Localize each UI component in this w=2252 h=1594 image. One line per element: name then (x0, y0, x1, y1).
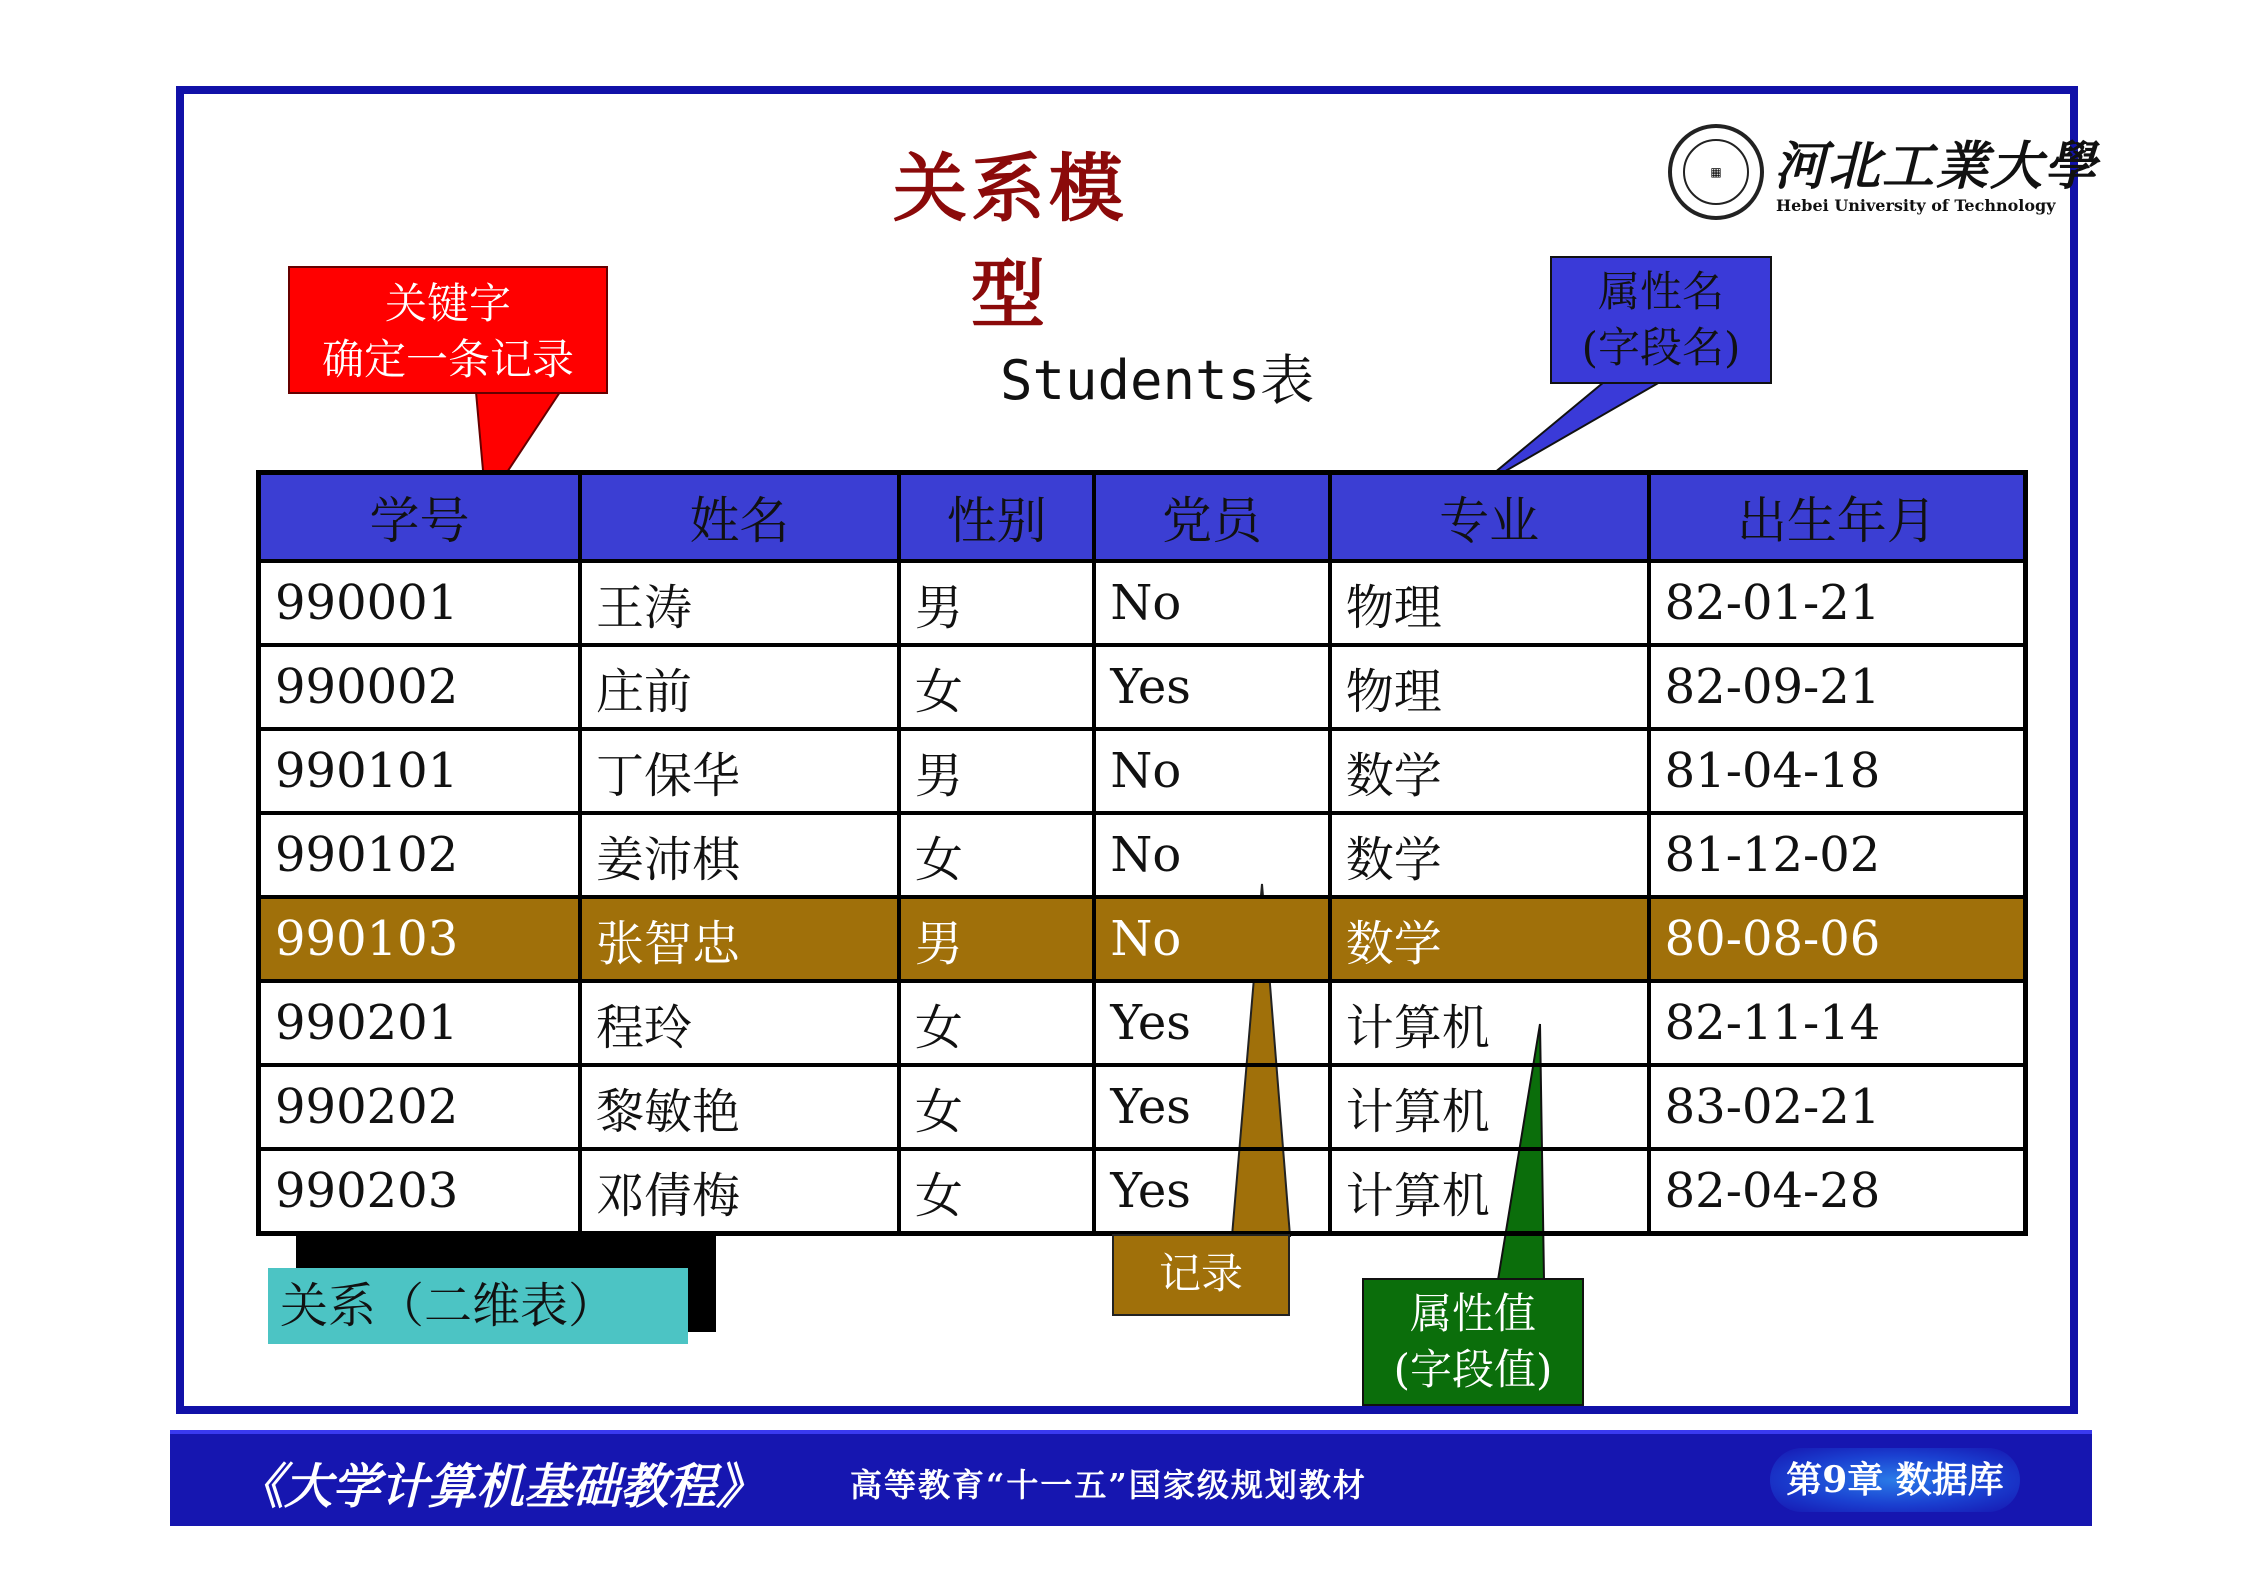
table-cell: 丁保华 (580, 729, 899, 813)
table-cell: 82-04-28 (1649, 1149, 2026, 1234)
table-row (259, 561, 2026, 645)
footer-banner (170, 1430, 2092, 1526)
attr-name-callout (1550, 256, 1772, 384)
table-cell: 990202 (259, 1065, 580, 1149)
table-cell: 82-09-21 (1649, 645, 2026, 729)
record-callout: 记录 (1112, 1234, 1290, 1316)
table-cell: 990101 (259, 729, 580, 813)
logo-name-en: Hebei University of Technology (1776, 196, 2056, 215)
table-cell: 邓倩梅 (580, 1149, 899, 1234)
table-cell: 80-08-06 (1649, 897, 2026, 981)
table-cell: No (1094, 813, 1329, 897)
column-header: 出生年月 (1649, 473, 2026, 562)
table-cell: 83-02-21 (1649, 1065, 2026, 1149)
table-cell: 程玲 (580, 981, 899, 1065)
table-cell: 990103 (259, 897, 580, 981)
table-cell: 81-04-18 (1649, 729, 2026, 813)
table-cell: 82-11-14 (1649, 981, 2026, 1065)
table-cell: 女 (899, 813, 1094, 897)
table-cell: 女 (899, 1065, 1094, 1149)
table-cell: 女 (899, 981, 1094, 1065)
column-header: 性别 (899, 473, 1094, 562)
attr-name-callout-line-2: (字段名) (1581, 323, 1741, 372)
column-header: 专业 (1330, 473, 1649, 562)
table-row (259, 1149, 2026, 1234)
table-cell: Yes (1094, 645, 1329, 729)
column-header: 姓名 (580, 473, 899, 562)
key-callout-line-1: 关键字 (384, 279, 511, 328)
table-row (259, 813, 2026, 897)
table-cell: 数学 (1330, 729, 1649, 813)
table-cell: 990102 (259, 813, 580, 897)
table-header-row (259, 473, 2026, 562)
slide-title: 关系模型 (893, 146, 1127, 338)
table-caption: Students表 (1000, 349, 1315, 412)
table-cell: 男 (899, 561, 1094, 645)
table-cell: 81-12-02 (1649, 813, 2026, 897)
table-row (259, 981, 2026, 1065)
attr-value-callout (1362, 1278, 1584, 1406)
table-cell: 女 (899, 645, 1094, 729)
table-cell: 计算机 (1330, 1065, 1649, 1149)
table-cell: 990201 (259, 981, 580, 1065)
table-cell: 黎敏艳 (580, 1065, 899, 1149)
table-cell: 计算机 (1330, 981, 1649, 1065)
table-cell: Yes (1094, 1065, 1329, 1149)
table-cell: 庄前 (580, 645, 899, 729)
table-cell: No (1094, 561, 1329, 645)
footer-book-title: 《大学计算机基础教程》 (236, 1459, 765, 1515)
table-cell: 男 (899, 729, 1094, 813)
key-callout-line-2: 确定一条记录 (321, 335, 574, 384)
table-cell: 物理 (1330, 645, 1649, 729)
students-table (256, 470, 2028, 1236)
table-cell: 数学 (1330, 897, 1649, 981)
logo-name-cn: 河北工業大學 (1774, 136, 2099, 197)
table-cell: 王涛 (580, 561, 899, 645)
table-cell: 张智忠 (580, 897, 899, 981)
table-cell: 女 (899, 1149, 1094, 1234)
footer-chapter: 第9章 数据库 (1770, 1448, 2020, 1512)
table-cell: 82-01-21 (1649, 561, 2026, 645)
table-cell: 姜沛棋 (580, 813, 899, 897)
column-header: 党员 (1094, 473, 1329, 562)
relation-label: 关系（二维表） (268, 1268, 688, 1344)
table-cell: 计算机 (1330, 1149, 1649, 1234)
table-cell: Yes (1094, 981, 1329, 1065)
footer-series: 高等教育“十一五”国家级规划教材 (850, 1466, 1367, 1504)
university-seal-icon: ▦ (1668, 124, 1764, 220)
table-row (259, 1065, 2026, 1149)
column-header: 学号 (259, 473, 580, 562)
key-callout (288, 266, 608, 394)
attr-value-callout-line-2: (字段值) (1393, 1345, 1553, 1394)
table-cell: 数学 (1330, 813, 1649, 897)
table-cell: 990203 (259, 1149, 580, 1234)
table-row (259, 645, 2026, 729)
table-cell: No (1094, 729, 1329, 813)
table-cell: Yes (1094, 1149, 1329, 1234)
attr-name-callout-line-1: 属性名 (1597, 267, 1724, 316)
table-row (259, 729, 2026, 813)
table-cell: 990002 (259, 645, 580, 729)
attr-value-callout-line-1: 属性值 (1409, 1289, 1536, 1338)
table-cell: 男 (899, 897, 1094, 981)
table-cell: 990001 (259, 561, 580, 645)
highlighted-record-row (259, 897, 2026, 981)
table-cell: 物理 (1330, 561, 1649, 645)
table-cell: No (1094, 897, 1329, 981)
